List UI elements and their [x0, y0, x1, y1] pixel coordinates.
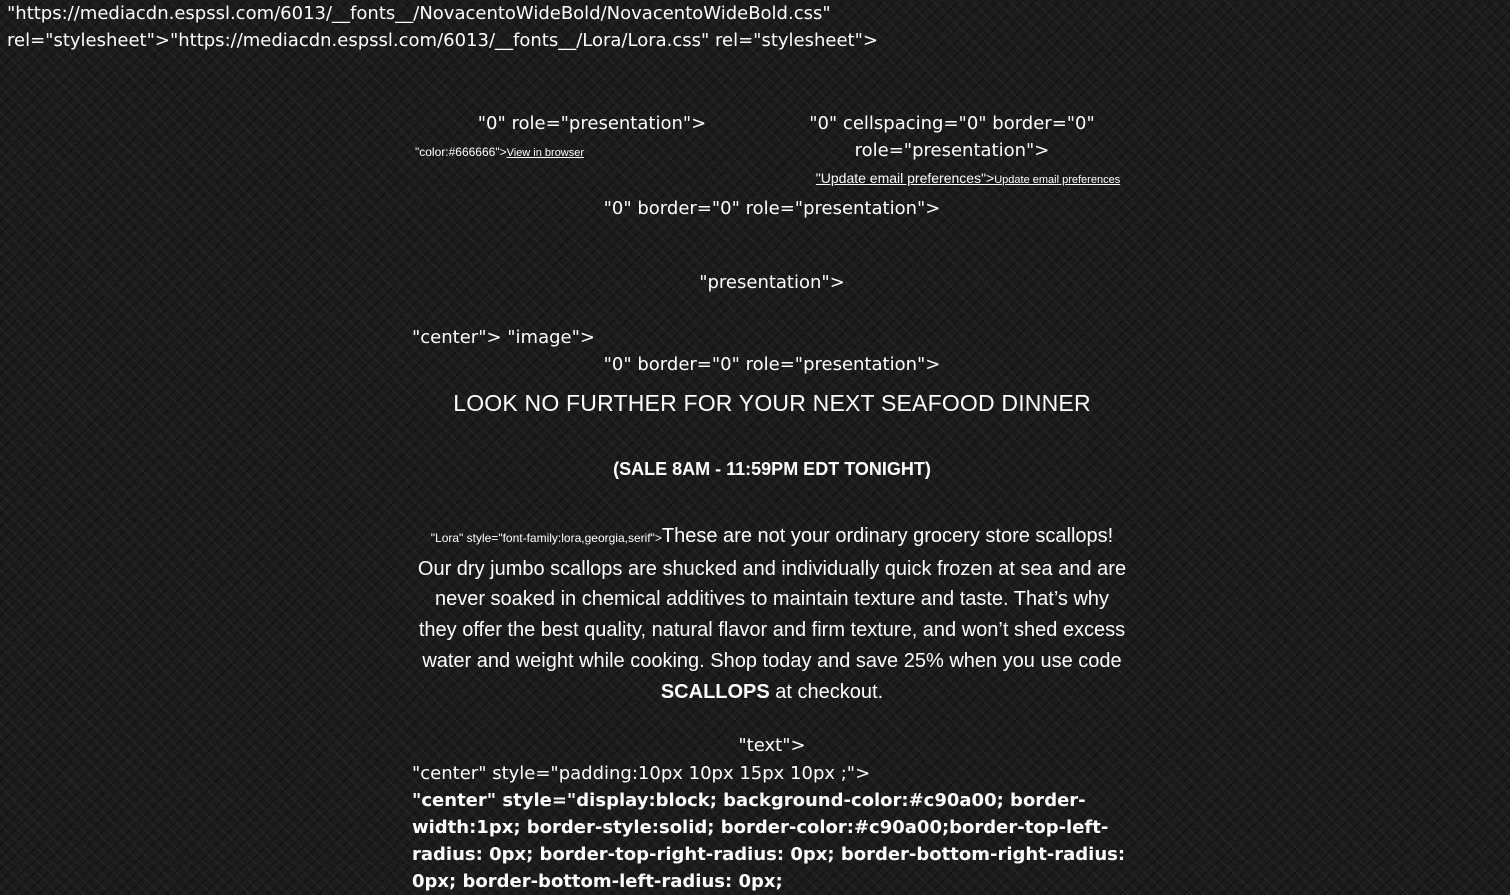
- view-in-browser-link[interactable]: View in browser: [506, 147, 585, 159]
- preheader-right: [788, 170, 1148, 186]
- copy-prefix: "Lora" style="font-family:lora,georgia,serif">: [430, 531, 662, 545]
- preheader-right-attr: [772, 110, 1132, 164]
- presentation-tag: "presentation">: [699, 272, 845, 293]
- copy-main: These are not your ordinary grocery store scallops! Our dry jumbo scallops are shucked and individually quick frozen at sea and are never soaked in chemical additives to maintain texture and taste. That’s why they offer the best quality, natural flavor and firm texture, and won’t shed excess water and weight while cooking. Shop today and save 25% when you use code: [417, 525, 1127, 672]
- update-email-preferences-link[interactable]: Update email preferences: [994, 174, 1121, 186]
- promo-code: SCALLOPS: [660, 680, 770, 703]
- attr-row-2: "0" border="0" role="presentation">: [603, 354, 941, 375]
- center-padding-tag: "center" style="padding:10px 10px 15px 10px ;">: [412, 763, 871, 784]
- text-tag: "text">: [738, 735, 806, 756]
- preheader-left-attr: "0" role="presentation">: [477, 113, 707, 134]
- preheader-right-attr-line1: "0" cellspacing="0" border="0": [809, 113, 1095, 134]
- attr-row-1: "0" border="0" role="presentation">: [603, 198, 941, 219]
- preheader-left: [415, 145, 775, 159]
- headline: LOOK NO FURTHER FOR YOUR NEXT SEAFOOD DINNER: [453, 390, 1091, 416]
- copy-end: at checkout.: [769, 680, 884, 703]
- center-style-tag: "center" style="display:block; background-color:#c90a00; border-width:1px; border-style:solid; border-color:#c90a00;border-top-left-radius: 0px; border-top-right-radius: 0px; border-bottom-right-radius: 0px; border-bottom-left-radius: 0px;: [412, 790, 1126, 892]
- update-prefs-prefix-link[interactable]: "Update email preferences">: [815, 170, 995, 186]
- preheader-right-attr-line2: role="presentation">: [854, 140, 1050, 161]
- product-description: [416, 521, 1128, 707]
- sale-hours: (SALE 8AM - 11:59PM EDT TONIGHT): [613, 459, 931, 479]
- center-image-tag: "center"> "image">: [412, 327, 595, 348]
- leaked-stylesheet-links: "https://mediacdn.espssl.com/6013/__fonts__/NovacentoWideBold/NovacentoWideBold.css" rel="stylesheet">"https://mediacdn.espssl.com/6013/__fonts__/Lora/Lora.css" rel="stylesheet">: [7, 3, 878, 51]
- preheader-left-prefix: "color:#666666">: [415, 145, 507, 159]
